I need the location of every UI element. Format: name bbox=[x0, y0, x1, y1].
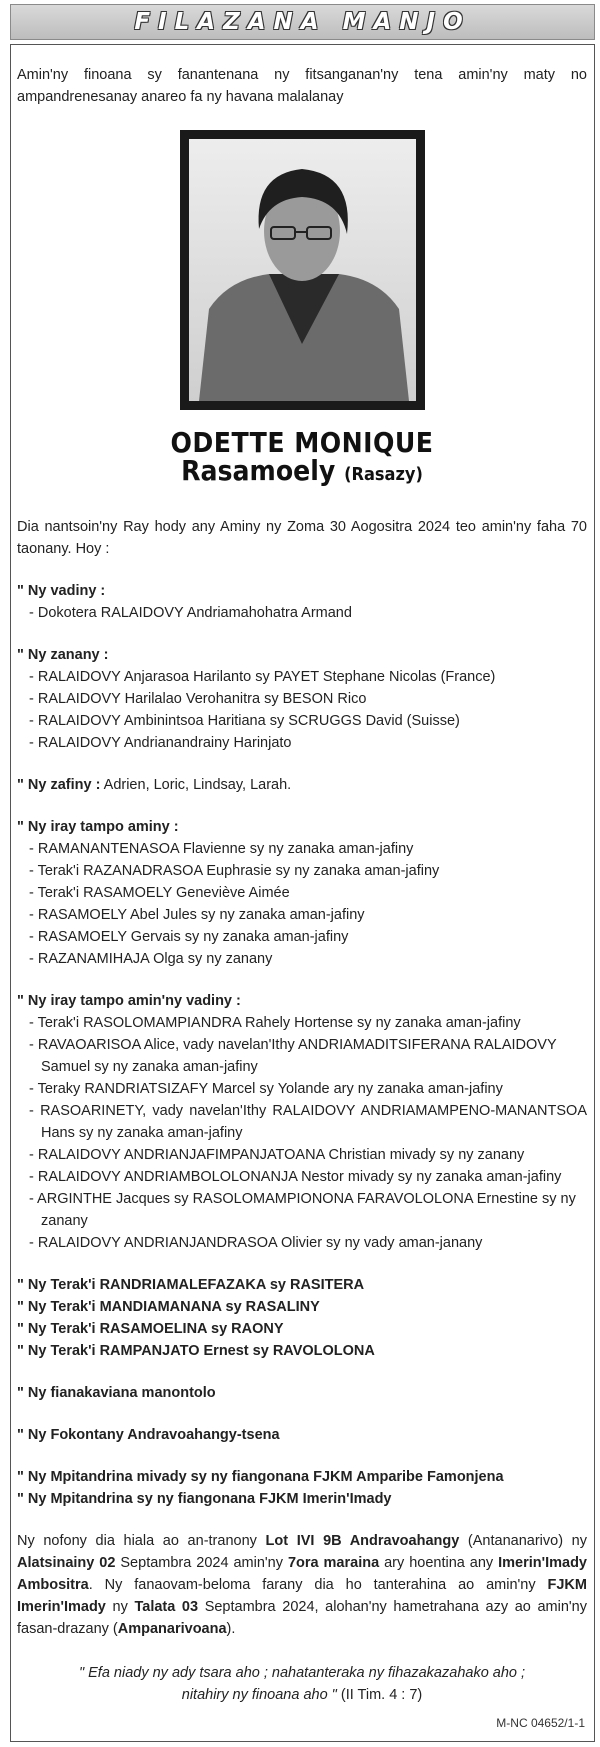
funeral-details bbox=[17, 1530, 587, 1640]
section-head: " Ny iray tampo amin'ny vadiny : bbox=[17, 993, 241, 1009]
funeral-text: ary hoentina any bbox=[379, 1555, 499, 1571]
list-item: - Terak'i RASOLOMAMPIANDRA Rahely Hortense sy ny zanaka aman-jafiny bbox=[29, 1015, 521, 1031]
ad-reference: M-NC 04652/1-1 bbox=[496, 1716, 585, 1730]
section-mpitandrina bbox=[17, 1466, 587, 1510]
portrait-illustration bbox=[189, 139, 416, 401]
alias-name: (Rasazy) bbox=[344, 464, 423, 485]
list-item: - RASOARINETY, vady navelan'Ithy RALAIDOVY ANDRIAMAMPENO-MANANTSOA Hans sy ny zanaka aman-jafiny bbox=[29, 1103, 587, 1141]
funeral-text: ny bbox=[105, 1599, 135, 1615]
funeral-text: Septambra 2024, alohan'ny hametrahana azy ao amin'ny fasan-drazany ( bbox=[17, 1599, 587, 1637]
last-name: Rasamoely bbox=[181, 454, 336, 487]
fokontany-line: " Ny Fokontany Andravoahangy-tsena bbox=[17, 1427, 280, 1443]
funeral-text: Septambra 2024 amin'ny bbox=[115, 1555, 288, 1571]
funeral-text: ). bbox=[226, 1621, 236, 1637]
deceased-first-name: ODETTE MONIQUE bbox=[170, 426, 434, 459]
list-item: - RALAIDOVY ANDRIAMBOLOLONANJA Nestor mivady sy ny zanaka aman-jafiny bbox=[29, 1169, 562, 1185]
funeral-time: 7ora maraina bbox=[287, 1555, 380, 1571]
section-zafiny bbox=[17, 774, 587, 796]
banner-title: FILAZANA MANJO bbox=[134, 9, 471, 35]
funeral-text: . Ny fanaovam-beloma farany dia ho tanterahina ao amin'ny bbox=[88, 1577, 548, 1593]
fianakaviana-line: " Ny fianakaviana manontolo bbox=[17, 1385, 216, 1401]
funeral-date: Alatsinainy 02 bbox=[17, 1555, 116, 1571]
list-item: - RASAMOELY Gervais sy ny zanaka aman-jafiny bbox=[29, 929, 349, 945]
quote-reference: (II Tim. 4 : 7) bbox=[336, 1687, 423, 1703]
list-item: - Terak'i RASAMOELY Geneviève Aimée bbox=[29, 885, 290, 901]
zafiny-names: Adrien, Loric, Lindsay, Larah. bbox=[100, 777, 292, 793]
list-item: - RALAIDOVY Ambinintsoa Haritiana sy SCRUGGS David (Suisse) bbox=[29, 713, 460, 729]
mpitandrina-line: " Ny Mpitandrina mivady sy ny fiangonana FJKM Amparibe Famonjena bbox=[17, 1469, 504, 1485]
list-item: - RAZANAMIHAJA Olga sy ny zanany bbox=[29, 951, 273, 967]
quote-line: nitahiry ny finoana aho " bbox=[181, 1687, 337, 1703]
list-item: - Teraky RANDRIATSIZAFY Marcel sy Yolande ary ny zanaka aman-jafiny bbox=[29, 1081, 503, 1097]
list-item: - RASAMOELY Abel Jules sy ny zanaka aman-jafiny bbox=[29, 907, 365, 923]
section-head: " Ny iray tampo aminy : bbox=[17, 819, 179, 835]
section-head: " Ny vadiny : bbox=[17, 583, 106, 599]
mpitandrina-line: " Ny Mpitandrina sy ny fiangonana FJKM Imerin'Imady bbox=[17, 1491, 392, 1507]
section-iray-tampo-vadiny bbox=[17, 990, 587, 1254]
section-terak bbox=[17, 1274, 587, 1362]
list-item: - RALAIDOVY ANDRIANJANDRASOA Olivier sy ny vady aman-janany bbox=[29, 1235, 483, 1251]
list-item: - RAMANANTENASOA Flavienne sy ny zanaka aman-jafiny bbox=[29, 841, 414, 857]
funeral-burial-place: Ampanarivoana bbox=[117, 1621, 227, 1637]
list-item: - RALAIDOVY ANDRIANJAFIMPANJATOANA Christian mivady sy ny zanany bbox=[29, 1147, 525, 1163]
list-item: - Terak'i RAZANADRASOA Euphrasie sy ny zanaka aman-jafiny bbox=[29, 863, 440, 879]
section-iray-tampo bbox=[17, 816, 587, 970]
portrait-photo bbox=[189, 139, 416, 401]
portrait-frame bbox=[180, 130, 425, 410]
list-item: - ARGINTHE Jacques sy RASOLOMAMPIONONA FARAVOLOLONA Ernestine sy ny zanany bbox=[29, 1191, 576, 1229]
terak-line: " Ny Terak'i RAMPANJATO Ernest sy RAVOLOLONA bbox=[17, 1343, 375, 1359]
bible-quote bbox=[17, 1662, 587, 1706]
section-vadiny bbox=[17, 580, 587, 624]
funeral-address: Lot IVI 9B Andravoahangy bbox=[265, 1533, 460, 1549]
funeral-destination: Imerin'Imady Ambositra bbox=[17, 1555, 587, 1593]
quote-line: " Efa niady ny ady tsara aho ; nahatanteraka ny fihazakazahako aho ; bbox=[78, 1665, 526, 1681]
death-notice: Dia nantsoin'ny Ray hody any Aminy ny Zoma 30 Aogositra 2024 teo amin'ny faha 70 taonany. Hoy : bbox=[17, 519, 587, 557]
list-item: - RALAIDOVY Anjarasoa Harilanto sy PAYET Stephane Nicolas (France) bbox=[29, 669, 496, 685]
terak-line: " Ny Terak'i RANDRIAMALEFAZAKA sy RASITERA bbox=[17, 1277, 365, 1293]
funeral-date: Talata 03 bbox=[134, 1599, 199, 1615]
list-item: - RALAIDOVY Andrianandrainy Harinjato bbox=[29, 735, 292, 751]
section-head: " Ny zanany : bbox=[17, 647, 109, 663]
list-item: - RAVAOARISOA Alice, vady navelan'Ithy ANDRIAMADITSIFERANA RALAIDOVY Samuel sy ny zanaka aman-jafiny bbox=[29, 1037, 557, 1075]
funeral-text: Ny nofony dia hiala ao an-tranony bbox=[17, 1533, 266, 1549]
intro-text: Amin'ny finoana sy fanantenana ny fitsanganan'ny tena amin'ny maty no ampandrenesanay anareo fa ny havana malalanay bbox=[17, 67, 587, 105]
section-zanany bbox=[17, 644, 587, 754]
page-banner bbox=[10, 4, 595, 40]
section-head: " Ny zafiny : bbox=[17, 777, 101, 793]
list-item: - RALAIDOVY Harilalao Verohanitra sy BESON Rico bbox=[29, 691, 367, 707]
terak-line: " Ny Terak'i RASAMOELINA sy RAONY bbox=[17, 1321, 284, 1337]
notice-body bbox=[17, 64, 587, 1706]
funeral-church: FJKM Imerin'Imady bbox=[17, 1577, 587, 1615]
funeral-text: (Antananarivo) ny bbox=[459, 1533, 587, 1549]
deceased-last-name bbox=[46, 454, 559, 487]
terak-line: " Ny Terak'i MANDIAMANANA sy RASALINY bbox=[17, 1299, 320, 1315]
list-item: - Dokotera RALAIDOVY Andriamahohatra Armand bbox=[29, 605, 352, 621]
